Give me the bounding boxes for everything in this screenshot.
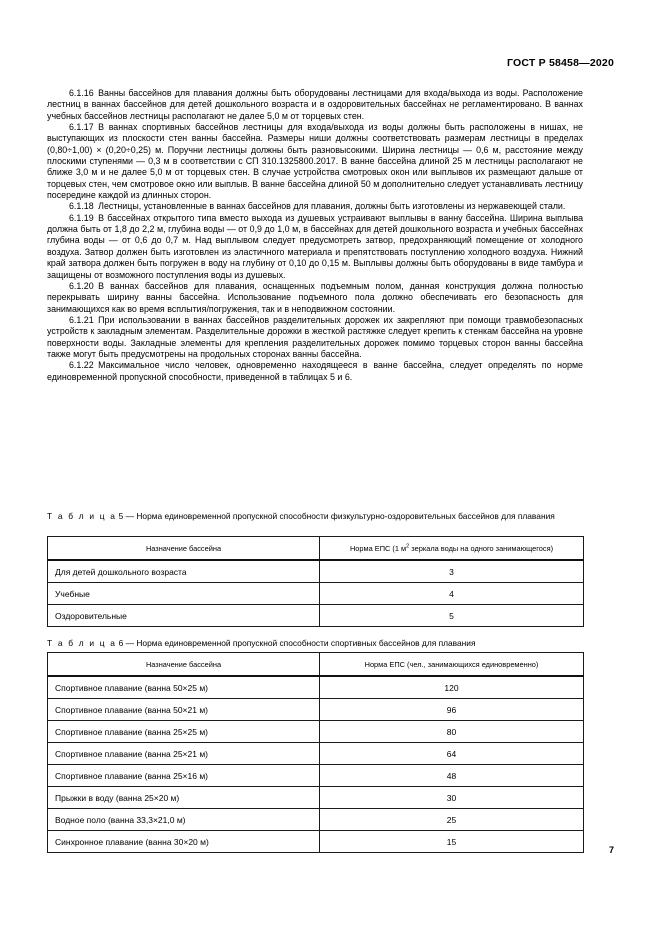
table5-caption-title: Норма единовременной пропускной способности физкультурно-оздоровительных бассейнов для плавания — [136, 511, 555, 521]
table5-wrapper — [47, 536, 584, 627]
clause-number: 6.1.22 — [69, 360, 94, 371]
clause-paragraph — [47, 281, 583, 315]
table5-cell-name: Оздоровительные — [48, 605, 320, 627]
body-text-column — [47, 88, 583, 383]
table5-header-norm-post: зеркала воды на одного занимающегося) — [409, 543, 554, 553]
table5-cell-name: Для детей дошкольного возраста — [48, 560, 320, 583]
table6-cell-name: Спортивное плавание (ванна 25×16 м) — [48, 765, 320, 787]
table-row — [48, 699, 584, 721]
table5-header-row — [48, 537, 584, 561]
table5-header-norm-pre: Норма ЕПС (1 м — [349, 543, 407, 553]
clause-paragraph — [47, 88, 583, 122]
table5-header-norm — [320, 537, 584, 561]
table-row — [48, 787, 584, 809]
clause-number: 6.1.19 — [69, 212, 94, 223]
table-row — [48, 605, 584, 627]
table6-cell-value: 30 — [320, 787, 584, 809]
table5-caption-number: 5 — [118, 511, 124, 521]
table-row — [48, 809, 584, 831]
table6 — [47, 652, 584, 853]
table-row — [48, 743, 584, 765]
clause-number: 6.1.16 — [69, 88, 94, 98]
clause-text: В бассейнах открытого типа вместо выхода из душевых устраивают выплывы в ванну бассейна. Ширина выплыва должна быть от 1,8 до 2,2 м, глубина воды — от 0,9 до 1,0 м, в бассейнах для детей дошкольного возраста и учебных бассейнах глубина воды — от 0,6 до 0,7 м. Над выплывом следует предусмотреть затвор, предохраняющий помещение от холодного воздуха. Затвор должен быть изготовлен из эластичного материала и препятствовать поступлению холодного воздуха. Нижний край затвора должен быть погружен в воду на глубину от 0,10 до 0,15 м. Выплывы должны быть оборудованы в виде тамбура и защищены от возможного поступления воды из душевых. — [47, 212, 583, 280]
clause-number: 6.1.21 — [69, 314, 94, 325]
table6-cell-value: 25 — [320, 809, 584, 831]
table6-header-norm: Норма ЕПС (чел., занимающихся единовременно) — [320, 653, 584, 677]
clause-paragraph — [47, 201, 583, 212]
clause-text: В ваннах бассейнов для плавания, оснащенных подъемным полом, данная конструкция должна полностью перекрывать ширину ванны бассейна. Использование подъемного пола должно обеспечивать его безопасность для занимающихся как во время всплытия/погружения, так и в неподвижном состоянии. — [47, 280, 583, 314]
table6-cell-name: Водное поло (ванна 33,3×21,0 м) — [48, 809, 320, 831]
table5-caption — [47, 511, 587, 522]
table5-header-purpose: Назначение бассейна — [48, 537, 320, 561]
table6-caption — [47, 638, 587, 649]
table5 — [47, 536, 584, 627]
table6-cell-value: 80 — [320, 721, 584, 743]
clause-text: Ванны бассейнов для плавания должны быть оборудованы лестницами для входа/выхода из воды. Расположение лестниц в ваннах бассейнов для детей дошкольного возраста и в оздоровительных бассейнах не регламентировано. В ваннах учебных бассейнов лестницы располагают не далее 5,0 м от торцевых стен. — [47, 88, 583, 121]
table6-cell-name: Спортивное плавание (ванна 25×25 м) — [48, 721, 320, 743]
clause-number: 6.1.17 — [69, 122, 94, 133]
page-number: 7 — [608, 845, 614, 855]
clause-text: При использовании в ваннах бассейнов разделительных дорожек их закрепляют при помощи травмобезопасных устройств к закладным элементам. Разделительные дорожки в жесткой растяжке следует крепить к стенкам бассейна на уровне поверхности воды. Закладные элементы для крепления разделительных дорожек помимо торцевых сторон ванны бассейна также могут быть предусмотрены на продольных сторонах ванны бассейна. — [47, 314, 583, 359]
table-row — [48, 765, 584, 787]
table6-cell-value: 15 — [320, 831, 584, 853]
clause-paragraph — [47, 213, 583, 281]
table6-header-purpose: Назначение бассейна — [48, 653, 320, 677]
table5-caption-dash: — — [125, 511, 135, 521]
table6-cell-value: 120 — [320, 676, 584, 699]
table5-cell-value: 5 — [320, 605, 584, 627]
table6-header-row — [48, 653, 584, 677]
clause-paragraph — [47, 315, 583, 360]
table-row — [48, 721, 584, 743]
table5-cell-name: Учебные — [48, 583, 320, 605]
table-row — [48, 560, 584, 583]
clause-paragraph — [47, 360, 583, 383]
running-head: ГОСТ Р 58458—2020 — [506, 57, 614, 69]
clause-number: 6.1.20 — [69, 280, 94, 291]
table6-caption-title: Норма единовременной пропускной способности спортивных бассейнов для плавания — [136, 638, 476, 648]
superscript-two: 2 — [406, 543, 410, 550]
clause-text: Лестницы, установленные в ваннах бассейнов для плавания, должны быть изготовлены из нержавеющей стали. — [98, 201, 566, 212]
table6-cell-name: Прыжки в воду (ванна 25×20 м) — [48, 787, 320, 809]
clause-text: В ваннах спортивных бассейнов лестницы для входа/выхода из воды должны быть расположены в нишах, не выступающих из плоскости стен ванны бассейна. Размеры ниши должны соответствовать размерам лестницы в пределах (0,80÷1,00) × (0,20÷0,25) м. Поручни лестницы должны быть разновысокими. Ширина лестницы — 0,6 м, расстояние между плоскими ступенями — 0,3 м в соответствии с СП 310.1325800.2017. В ванне бассейна длиной 25 м лестницы располагают не ближе 3,0 м и не далее 5,0 м от торцевых стен. В случае устройства смотровых окон или выплывов их размещают дальше от торцевых стен, чем смотровое окно или выплыв. В ванне бассейна длиной 50 м дополнительно следует устанавливать лестницу посередине каждой из длинных сторон. — [47, 122, 583, 201]
table6-cell-name: Спортивное плавание (ванна 50×25 м) — [48, 676, 320, 699]
table6-caption-number: 6 — [118, 638, 124, 648]
clause-number: 6.1.18 — [69, 201, 94, 212]
table6-cell-value: 48 — [320, 765, 584, 787]
table-row — [48, 583, 584, 605]
clause-text: Максимальное число человек, одновременно находящееся в ванне бассейна, следует определять по норме единовременной пропускной способности, приведенной в таблицах 5 и 6. — [47, 360, 583, 382]
table6-cell-value: 64 — [320, 743, 584, 765]
table6-caption-dash: — — [125, 638, 135, 648]
table-row — [48, 831, 584, 853]
table5-cell-value: 4 — [320, 583, 584, 605]
table6-cell-value: 96 — [320, 699, 584, 721]
table6-caption-word: Т а б л и ц а — [47, 638, 117, 648]
table6-cell-name: Спортивное плавание (ванна 25×21 м) — [48, 743, 320, 765]
table6-wrapper — [47, 652, 584, 853]
table6-cell-name: Синхронное плавание (ванна 30×20 м) — [48, 831, 320, 853]
table5-caption-word: Т а б л и ц а — [47, 511, 117, 521]
table6-cell-name: Спортивное плавание (ванна 50×21 м) — [48, 699, 320, 721]
table5-cell-value: 3 — [320, 560, 584, 583]
clause-paragraph — [47, 122, 583, 201]
table-row — [48, 676, 584, 699]
